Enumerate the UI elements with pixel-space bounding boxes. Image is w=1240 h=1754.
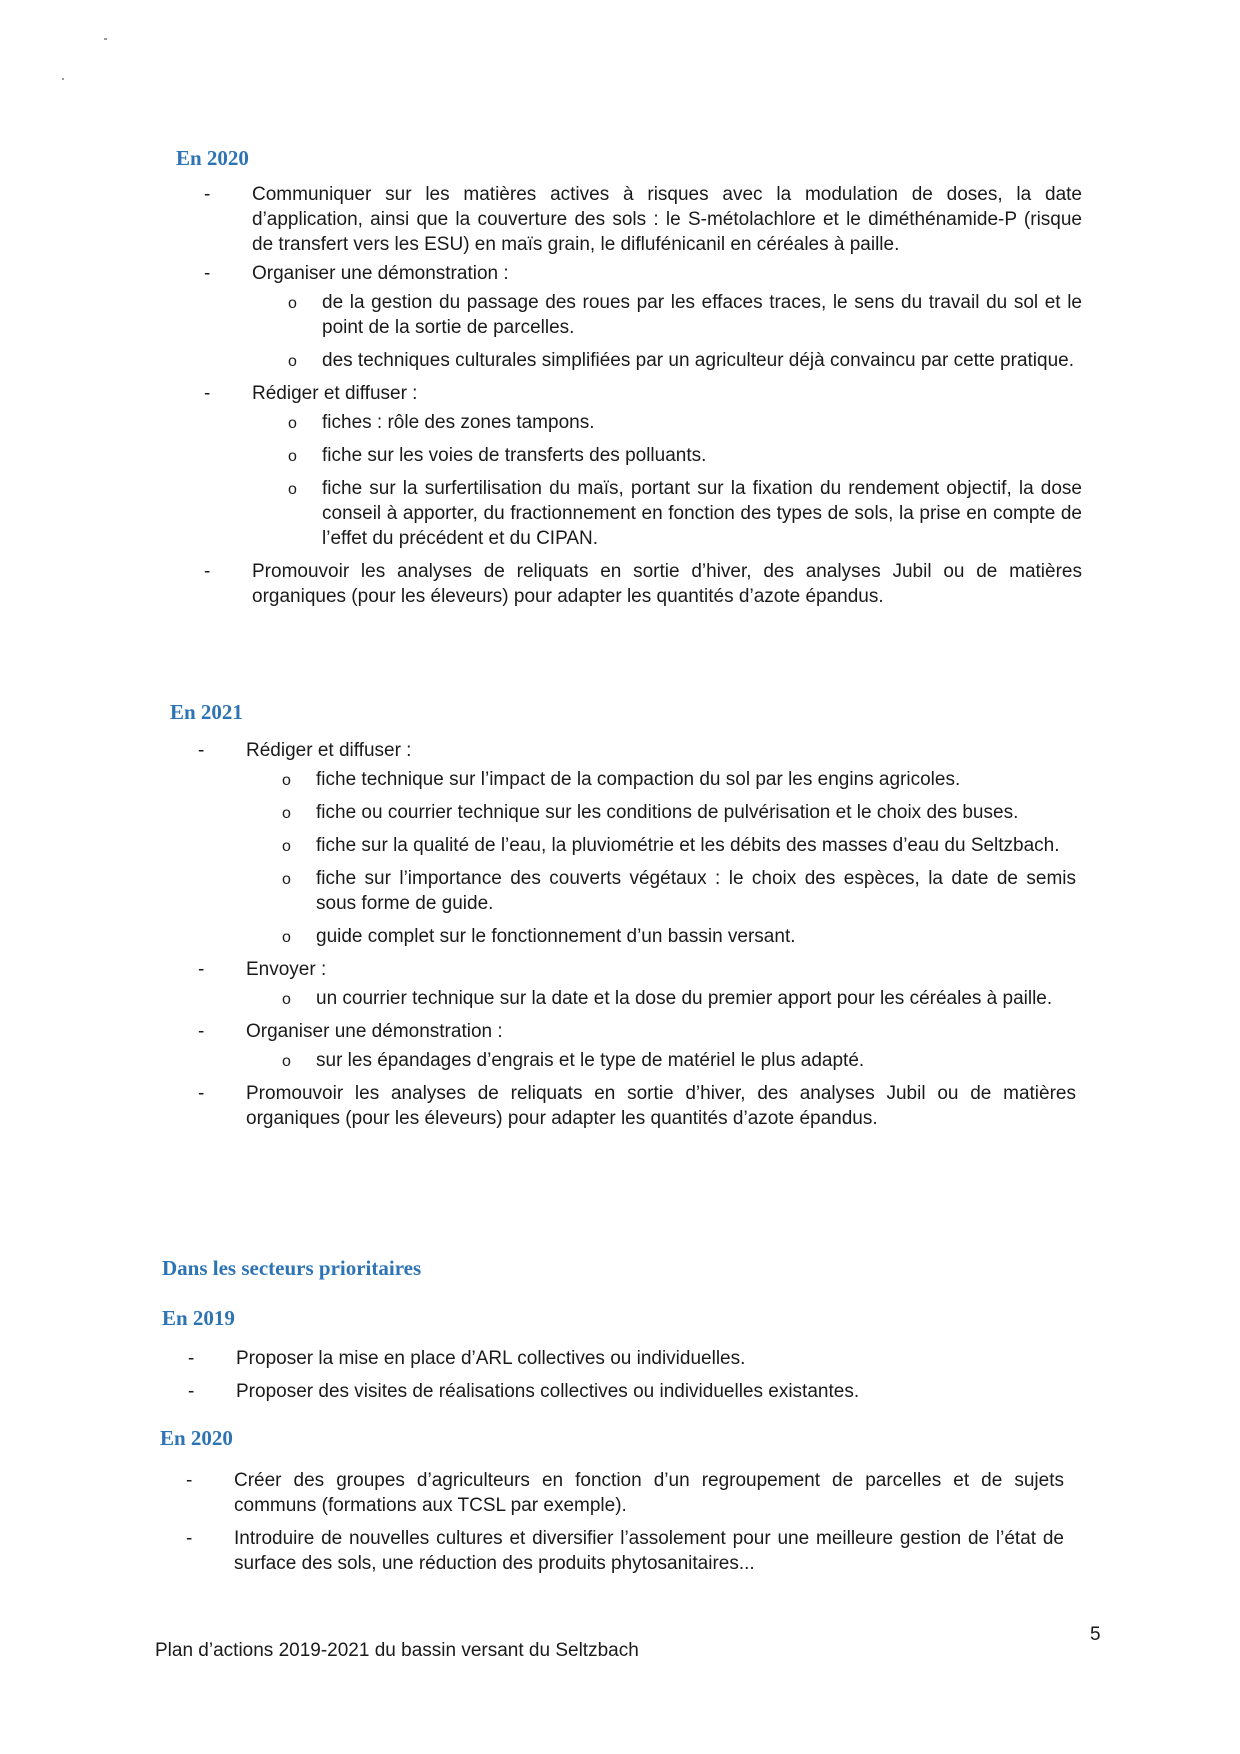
circle-marker: o (288, 295, 297, 312)
section-2020-list (182, 182, 1082, 613)
section-heading-prio-2020: En 2020 (160, 1426, 233, 1450)
section-heading-2020: En 2020 (176, 146, 249, 170)
list-item-text: Promouvoir les analyses de reliquats en sortie d’hiver, des analyses Jubil ou de matières organiques (pour les éleveurs) pour adapter les quantités d’azote épandus. (252, 561, 1082, 607)
list-item (176, 1019, 1076, 1044)
dash-marker: - (188, 1381, 195, 1402)
circle-marker: o (288, 448, 297, 465)
sub-list-item (182, 443, 1082, 468)
list-item-text: sur les épandages d’engrais et le type de matériel le plus adapté. (316, 1050, 865, 1071)
section-prio-2020-list (164, 1468, 1064, 1580)
list-item-text: fiche sur les voies de transferts des polluants. (322, 445, 707, 466)
circle-marker: o (288, 415, 297, 432)
section-heading-prioritaires: Dans les secteurs prioritaires (162, 1256, 422, 1280)
list-item-text: fiche ou courrier technique sur les conditions de pulvérisation et le choix des buses. (316, 802, 1019, 823)
sub-list-item (176, 986, 1076, 1011)
dash-marker: - (204, 263, 211, 284)
scan-speck (62, 78, 64, 80)
dash-marker: - (188, 1348, 195, 1369)
dash-marker: - (198, 1021, 205, 1042)
dash-marker: - (204, 561, 211, 582)
list-item-text: Promouvoir les analyses de reliquats en sortie d’hiver, des analyses Jubil ou de matières organiques (pour les éleveurs) pour adapter les quantités d’azote épandus. (246, 1083, 1076, 1129)
list-item-text: Introduire de nouvelles cultures et diversifier l’assolement pour une meilleure gestion de l’état de surface des sols, une réduction des produits phytosanitaires... (234, 1528, 1064, 1574)
list-item-text: guide complet sur le fonctionnement d’un bassin versant. (316, 926, 796, 947)
sub-list-item (176, 800, 1076, 825)
list-item (176, 738, 1076, 763)
sub-list-item (176, 833, 1076, 858)
list-item-text: Rédiger et diffuser : (252, 383, 418, 404)
list-item-text: des techniques culturales simplifiées par un agriculteur déjà convaincu par cette pratique. (322, 350, 1074, 371)
circle-marker: o (282, 991, 291, 1008)
sub-list-item (182, 410, 1082, 435)
list-item (164, 1468, 1064, 1518)
circle-marker: o (282, 1053, 291, 1070)
dash-marker: - (198, 959, 205, 980)
sub-list-item (182, 476, 1082, 551)
dash-marker: - (198, 740, 205, 761)
section-prio-2019-list (166, 1346, 1066, 1408)
circle-marker: o (288, 353, 297, 370)
list-item-text: Organiser une démonstration : (252, 263, 509, 284)
list-item-text: fiche sur la qualité de l’eau, la pluviométrie et les débits des masses d’eau du Seltzbach. (316, 835, 1060, 856)
dash-marker: - (186, 1528, 193, 1549)
list-item-text: Envoyer : (246, 959, 327, 980)
section-heading-prio-2019: En 2019 (162, 1306, 235, 1330)
list-item (182, 559, 1082, 609)
circle-marker: o (288, 481, 297, 498)
footer-text: Plan d’actions 2019-2021 du bassin versant du Seltzbach (155, 1640, 639, 1661)
section-2021-list (176, 738, 1076, 1135)
page-number: 5 (1090, 1624, 1101, 1645)
list-item-text: fiche sur la surfertilisation du maïs, portant sur la fixation du rendement objectif, la dose conseil à apporter, du fractionnement en fonction des types de sols, la prise en compte de l’effet du précédent et du CIPAN. (322, 478, 1082, 549)
circle-marker: o (282, 838, 291, 855)
list-item-text: Proposer des visites de réalisations collectives ou individuelles existantes. (236, 1381, 860, 1402)
list-item-text: Rédiger et diffuser : (246, 740, 412, 761)
sub-list-item (182, 290, 1082, 340)
list-item-text: Proposer la mise en place d’ARL collectives ou individuelles. (236, 1348, 746, 1369)
list-item-text: Communiquer sur les matières actives à risques avec la modulation de doses, la date d’application, ainsi que la couverture des sols : le S-métolachlore et le diméthénamide-P (risque de transfert vers les ESU) en maïs grain, le diflufénicanil en céréales à paille. (252, 184, 1082, 255)
list-item-text: Organiser une démonstration : (246, 1021, 503, 1042)
dash-marker: - (186, 1470, 193, 1491)
scan-speck (104, 38, 107, 40)
list-item (182, 381, 1082, 406)
sub-list-item (176, 924, 1076, 949)
list-item-text: de la gestion du passage des roues par les effaces traces, le sens du travail du sol et le point de la sortie de parcelles. (322, 292, 1082, 338)
list-item (176, 957, 1076, 982)
sub-list-item (176, 866, 1076, 916)
list-item (166, 1379, 1066, 1404)
list-item-text: fiche technique sur l’impact de la compaction du sol par les engins agricoles. (316, 769, 961, 790)
dash-marker: - (204, 184, 211, 205)
circle-marker: o (282, 871, 291, 888)
list-item-text: fiches : rôle des zones tampons. (322, 412, 595, 433)
list-item (164, 1526, 1064, 1576)
circle-marker: o (282, 805, 291, 822)
list-item-text: Créer des groupes d’agriculteurs en fonction d’un regroupement de parcelles et de sujets communs (formations aux TCSL par exemple). (234, 1470, 1064, 1516)
circle-marker: o (282, 929, 291, 946)
section-heading-2021: En 2021 (170, 700, 243, 724)
dash-marker: - (204, 383, 211, 404)
sub-list-item (176, 1048, 1076, 1073)
list-item (176, 1081, 1076, 1131)
dash-marker: - (198, 1083, 205, 1104)
sub-list-item (176, 767, 1076, 792)
list-item-text: fiche sur l’importance des couverts végétaux : le choix des espèces, la date de semis sous forme de guide. (316, 868, 1076, 914)
sub-list-item (182, 348, 1082, 373)
circle-marker: o (282, 772, 291, 789)
list-item (182, 261, 1082, 286)
list-item-text: un courrier technique sur la date et la dose du premier apport pour les céréales à paille. (316, 988, 1053, 1009)
list-item (166, 1346, 1066, 1371)
list-item (182, 182, 1082, 257)
